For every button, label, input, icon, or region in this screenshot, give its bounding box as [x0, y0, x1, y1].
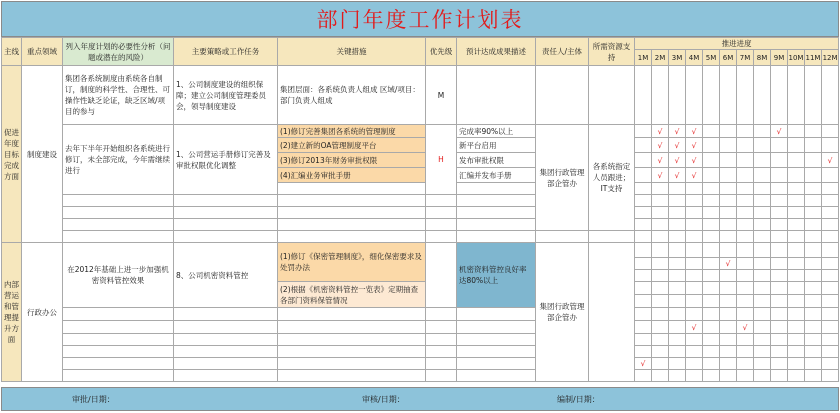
progress-check: √: [686, 168, 703, 183]
prepare-date-label: 编制/日期：: [557, 395, 600, 404]
header-focus-area: 重点领域: [22, 38, 63, 66]
progress-check: √: [822, 153, 839, 168]
focus-area-section-1: 制度建设: [22, 66, 63, 243]
focus-area-section-2: 行政办公: [22, 243, 63, 382]
result-cell: 汇编并发布手册: [457, 168, 536, 183]
month-header: 10M: [788, 50, 805, 66]
sheet-title: 部门年度工作计划表: [1, 1, 839, 37]
measure-cell: (1)修订完善集团各系统的管理制度: [278, 125, 426, 138]
month-header: 2M: [652, 50, 669, 66]
progress-check: √: [652, 153, 669, 168]
progress-check: √: [669, 153, 686, 168]
approval-date-label: 审批/日期：: [72, 395, 115, 404]
month-header: 1M: [635, 50, 652, 66]
header-necessity: 列入年度计划的必要性分析（问题或潜在的风险）: [63, 38, 174, 66]
result-cell: 完成率90%以上: [457, 125, 536, 138]
result-cell: 机密资料管控良好率达80%以上: [457, 243, 536, 308]
header-progress: 推进进度: [635, 38, 839, 50]
month-header: 8M: [754, 50, 771, 66]
month-header: 3M: [669, 50, 686, 66]
progress-check: √: [652, 138, 669, 153]
month-header: 11M: [805, 50, 822, 66]
owner-cell: 集团行政管理部企管办: [536, 125, 589, 231]
month-header: 6M: [720, 50, 737, 66]
measure-cell: (2)建立新的OA管理制度平台: [278, 138, 426, 153]
progress-check: √: [669, 168, 686, 183]
measure-cell: 集团层面：各系统负责人组成 区域/项目：部门负责人组成: [278, 66, 426, 125]
measure-cell: (2)根据《机密资料管控一览表》定期抽查各部门资料保管情况: [278, 282, 426, 308]
signature-footer: [1, 387, 839, 411]
month-header: 9M: [771, 50, 788, 66]
necessity-cell: 集团各系统制度由系统各自制订，制度的科学性、合理性、可操作性缺乏论证，缺乏区域/项目的参与: [63, 66, 174, 125]
header-priority: 优先级: [426, 38, 457, 66]
necessity-cell: 在2012年基础上进一步加强机密资料管控效果: [63, 243, 174, 308]
month-header: 4M: [686, 50, 703, 66]
main-line-section-2: 内部营运和管理提升方面: [2, 243, 22, 382]
result-cell: 发布审批权限: [457, 153, 536, 168]
progress-check: √: [686, 125, 703, 138]
header-resources: 所需资源支持: [589, 38, 635, 66]
header-strategy: 主要策略或工作任务: [174, 38, 278, 66]
header-measures: 关键措施: [278, 38, 426, 66]
priority-cell: H: [426, 125, 457, 195]
measure-cell: (4)汇编业务审批手册: [278, 168, 426, 183]
strategy-cell: 1、公司制度建设的组织保障；建立公司制度管理委员会，领导制度建设: [174, 66, 278, 125]
month-header: 12M: [822, 50, 839, 66]
header-main-line: 主线: [2, 38, 22, 66]
main-line-section-1: 促进年度目标完成方面: [2, 66, 22, 243]
progress-check: √: [652, 168, 669, 183]
progress-check: √: [686, 153, 703, 168]
progress-check: √: [652, 125, 669, 138]
month-header: 5M: [703, 50, 720, 66]
strategy-cell: 8、公司机密资料管控: [174, 243, 278, 308]
progress-check: √: [669, 125, 686, 138]
review-date-label: 审核/日期：: [362, 395, 405, 404]
header-owner: 责任人/主体: [536, 38, 589, 66]
progress-check: √: [686, 138, 703, 153]
priority-cell: M: [426, 66, 457, 125]
progress-check: √: [720, 258, 737, 270]
month-header: 7M: [737, 50, 754, 66]
progress-check: √: [686, 321, 703, 334]
result-cell: 新平台启用: [457, 138, 536, 153]
progress-check: √: [669, 138, 686, 153]
resources-cell: 各系统指定人员跟进；IT支持: [589, 125, 635, 231]
measure-cell: (3)修订2013年财务审批权限: [278, 153, 426, 168]
strategy-cell: 1、公司营运手册修订完善及审批权限优化调整: [174, 125, 278, 195]
owner-cell: 集团行政管理部企管办: [536, 243, 589, 382]
progress-check: √: [737, 321, 754, 334]
necessity-cell: 去年下半年开始组织各系统进行修订，未全部完成，今年需继续进行: [63, 125, 174, 195]
plan-table: [1, 37, 839, 382]
header-expected-result: 预计达成成果描述: [457, 38, 536, 66]
progress-check: √: [635, 358, 652, 370]
progress-check: √: [771, 125, 788, 138]
measure-cell: (1)修订《保密管理制度》，细化保密要求及处罚办法: [278, 243, 426, 282]
work-plan-sheet: [1, 1, 839, 411]
